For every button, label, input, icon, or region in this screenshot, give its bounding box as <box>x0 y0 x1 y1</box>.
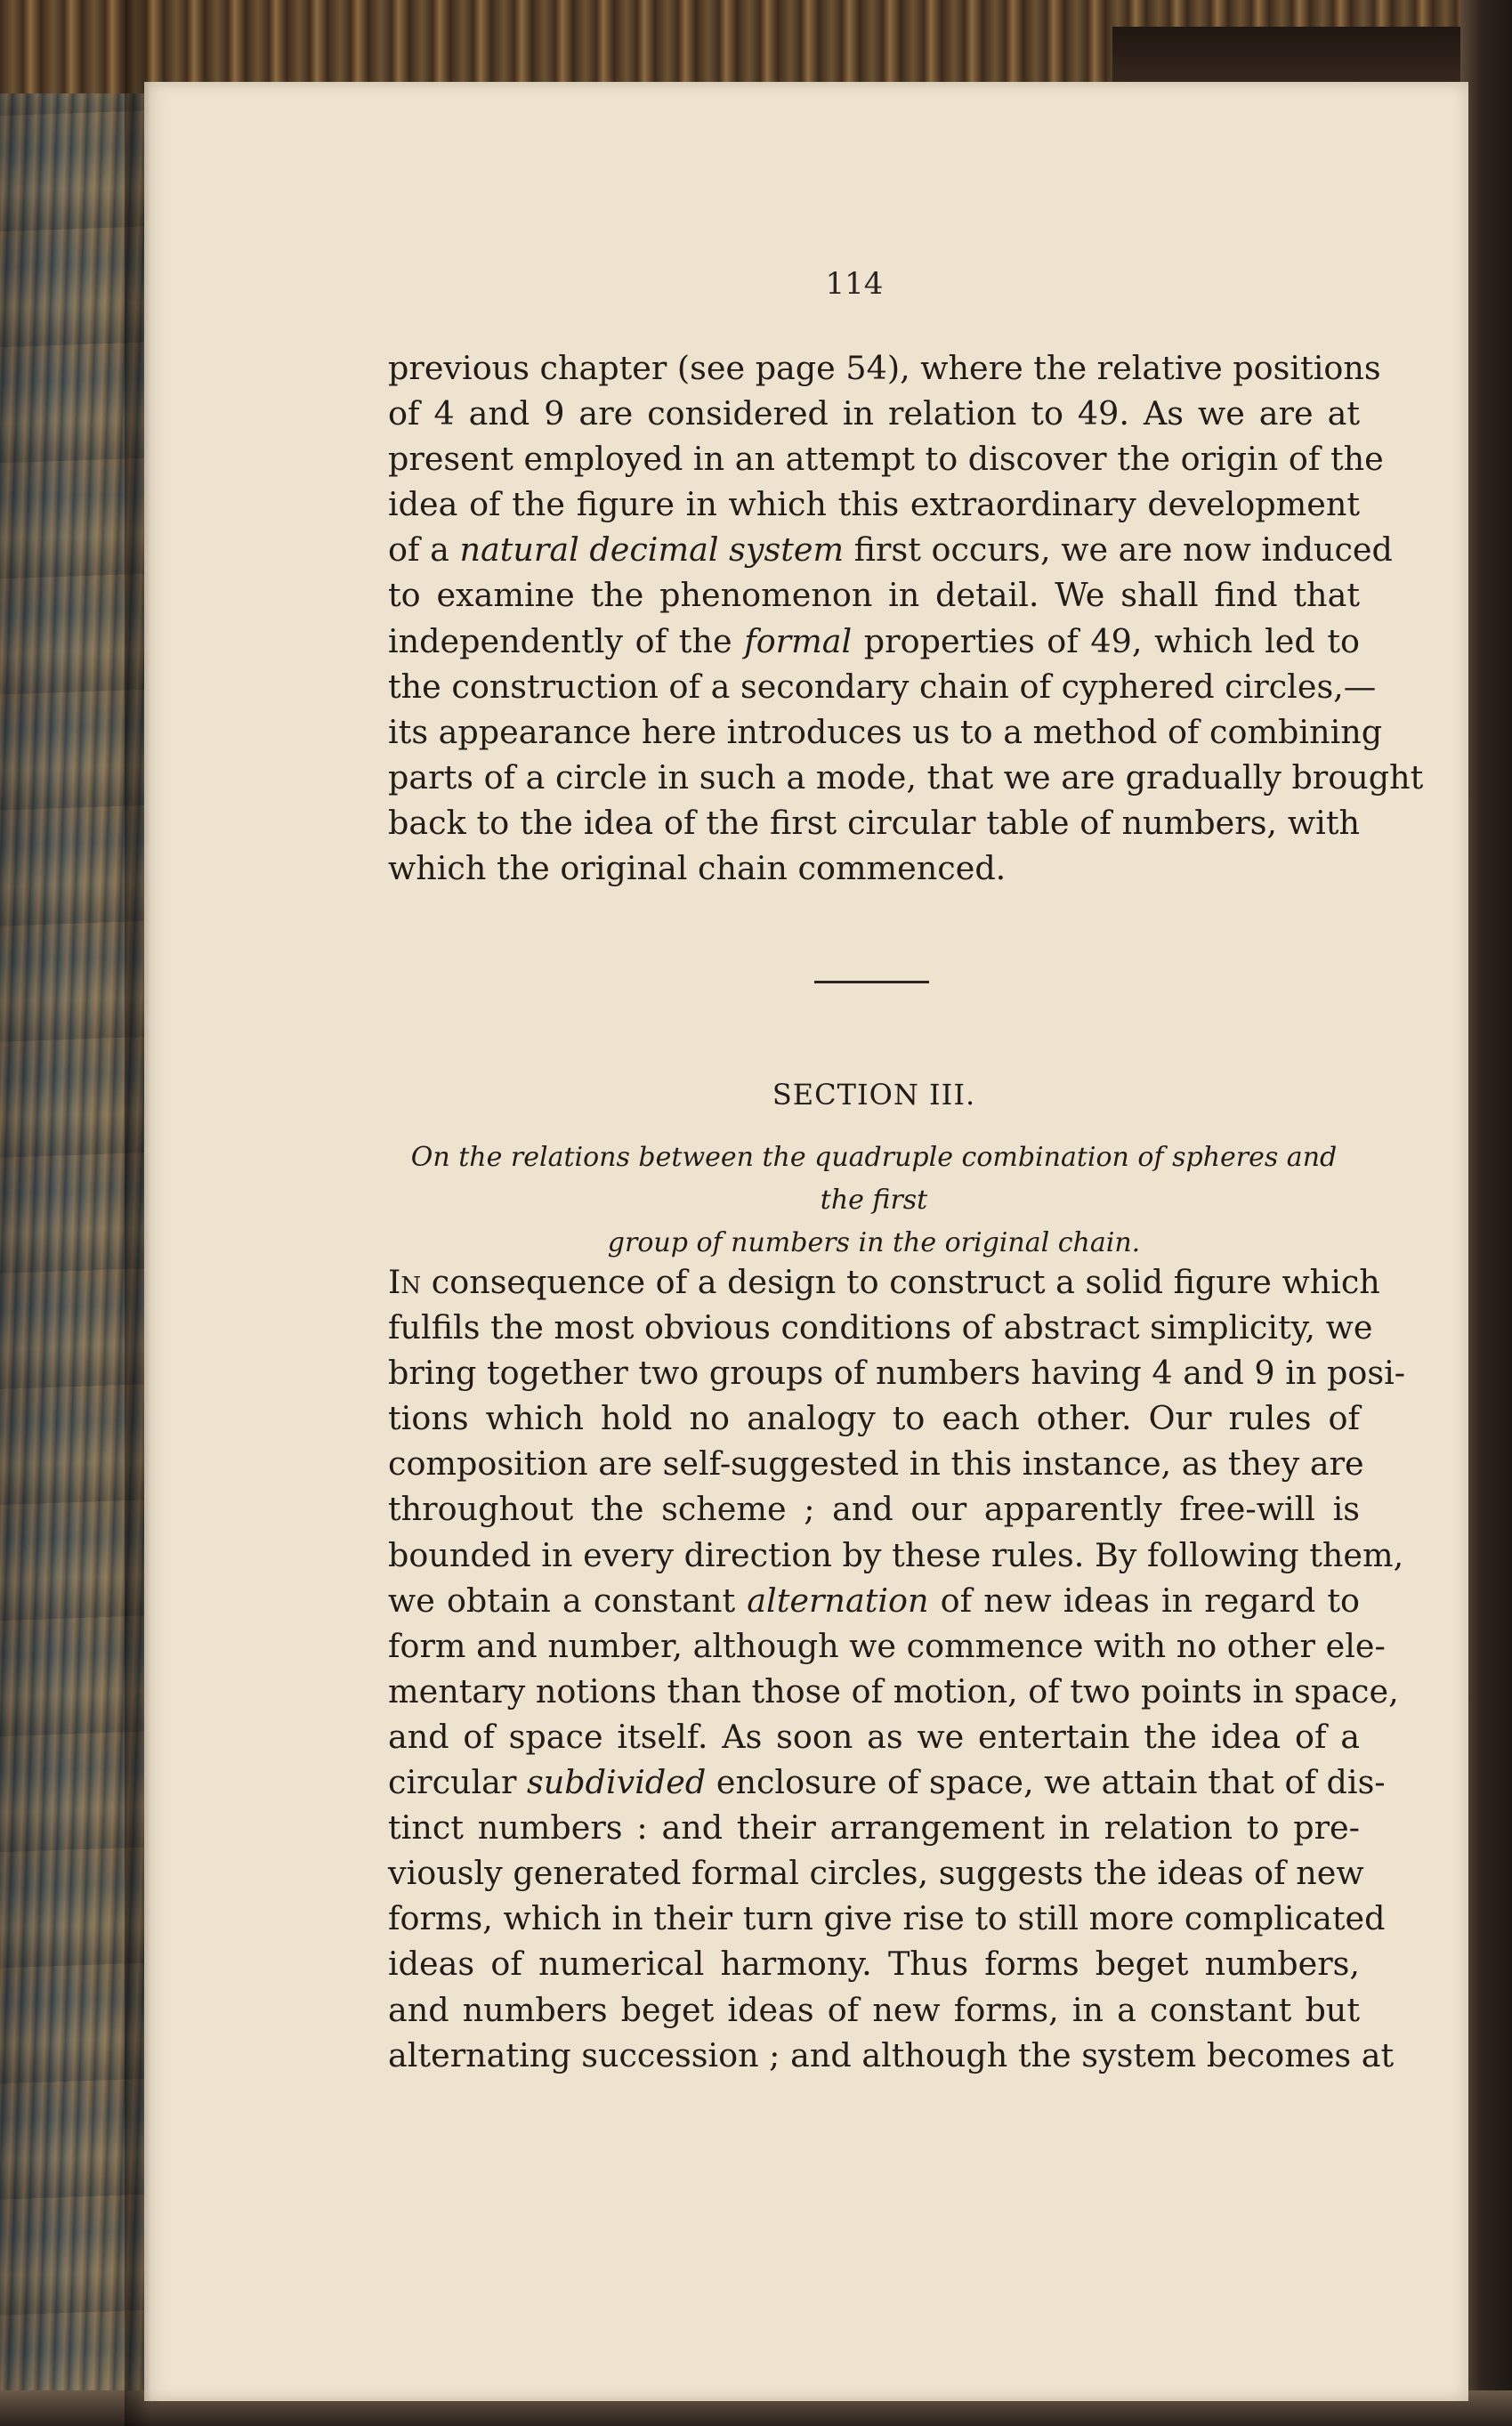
text-line: forms, which in their turn give rise to still more complicated <box>388 1899 1386 1938</box>
text-line: we obtain a constant alternation of new ideas in regard to <box>388 1581 1360 1620</box>
text-line: In consequence of a design to construct a solid figure which <box>388 1263 1380 1301</box>
text-line: back to the idea of the first circular table of numbers, with <box>388 803 1360 842</box>
paragraph-1 <box>388 345 1424 891</box>
text-line: parts of a circle in such a mode, that we are gradually brought <box>388 757 1424 797</box>
section-subtitle <box>388 1136 1360 1265</box>
section-heading: SECTION III. <box>772 1078 976 1112</box>
text-line: bounded in every direction by these rules. By following them, <box>388 1535 1404 1574</box>
section-subtitle-line-1: On the relations between the quadruple combination of spheres and the first <box>410 1142 1338 1216</box>
text-line: viously generated formal circles, suggests the ideas of new <box>388 1854 1364 1893</box>
text-line: idea of the figure in which this extraordinary development <box>388 485 1360 524</box>
text-line: its appearance here introduces us to a method of combining <box>388 712 1383 751</box>
text-line: ideas of numerical harmony. Thus forms beget numbers, <box>388 1945 1360 1984</box>
text-line: and of space itself. As soon as we entertain the idea of a <box>388 1717 1360 1756</box>
text-line: previous chapter (see page 54), where the relative positions <box>388 349 1381 387</box>
section-subtitle-line-2: group of numbers in the original chain. <box>607 1227 1141 1258</box>
text-line: of a natural decimal system first occurs, we are now induced <box>388 530 1393 570</box>
page-number: 114 <box>825 266 884 302</box>
text-line: form and number, although we commence with no other ele- <box>388 1626 1386 1665</box>
text-line: tions which hold no analogy to each other. Our rules of <box>388 1399 1360 1438</box>
text-line: of 4 and 9 are considered in relation to 49. As we are at <box>388 394 1360 433</box>
section-divider-rule <box>814 981 929 983</box>
gutter-shadow <box>125 0 151 2426</box>
text-line: independently of the formal properties of 49, which led to <box>388 621 1360 660</box>
text-line: mentary notions than those of motion, of two points in space, <box>388 1671 1399 1710</box>
text-line: alternating succession ; and although the system becomes at <box>388 2035 1395 2074</box>
text-line: the construction of a secondary chain of cyphered circles,— <box>388 667 1377 706</box>
text-line: present employed in an attempt to discover the origin of the <box>388 440 1384 479</box>
text-line: fulfils the most obvious conditions of abstract simplicity, we <box>388 1308 1373 1347</box>
text-line: bring together two groups of numbers having 4 and 9 in posi- <box>388 1354 1406 1393</box>
text-line: throughout the scheme ; and our apparently free-will is <box>388 1490 1360 1529</box>
text-line: circular subdivided enclosure of space, we attain that of dis- <box>388 1763 1386 1802</box>
text-line: tinct numbers : and their arrangement in relation to pre- <box>388 1808 1360 1848</box>
text-line: which the original chain commenced. <box>388 849 1007 888</box>
text-line: and numbers beget ideas of new forms, in a constant but <box>388 1990 1360 2029</box>
text-line: composition are self-suggested in this instance, as they are <box>388 1444 1364 1484</box>
text-line: to examine the phenomenon in detail. We shall find that <box>388 576 1360 615</box>
paragraph-2 <box>388 1259 1406 2078</box>
